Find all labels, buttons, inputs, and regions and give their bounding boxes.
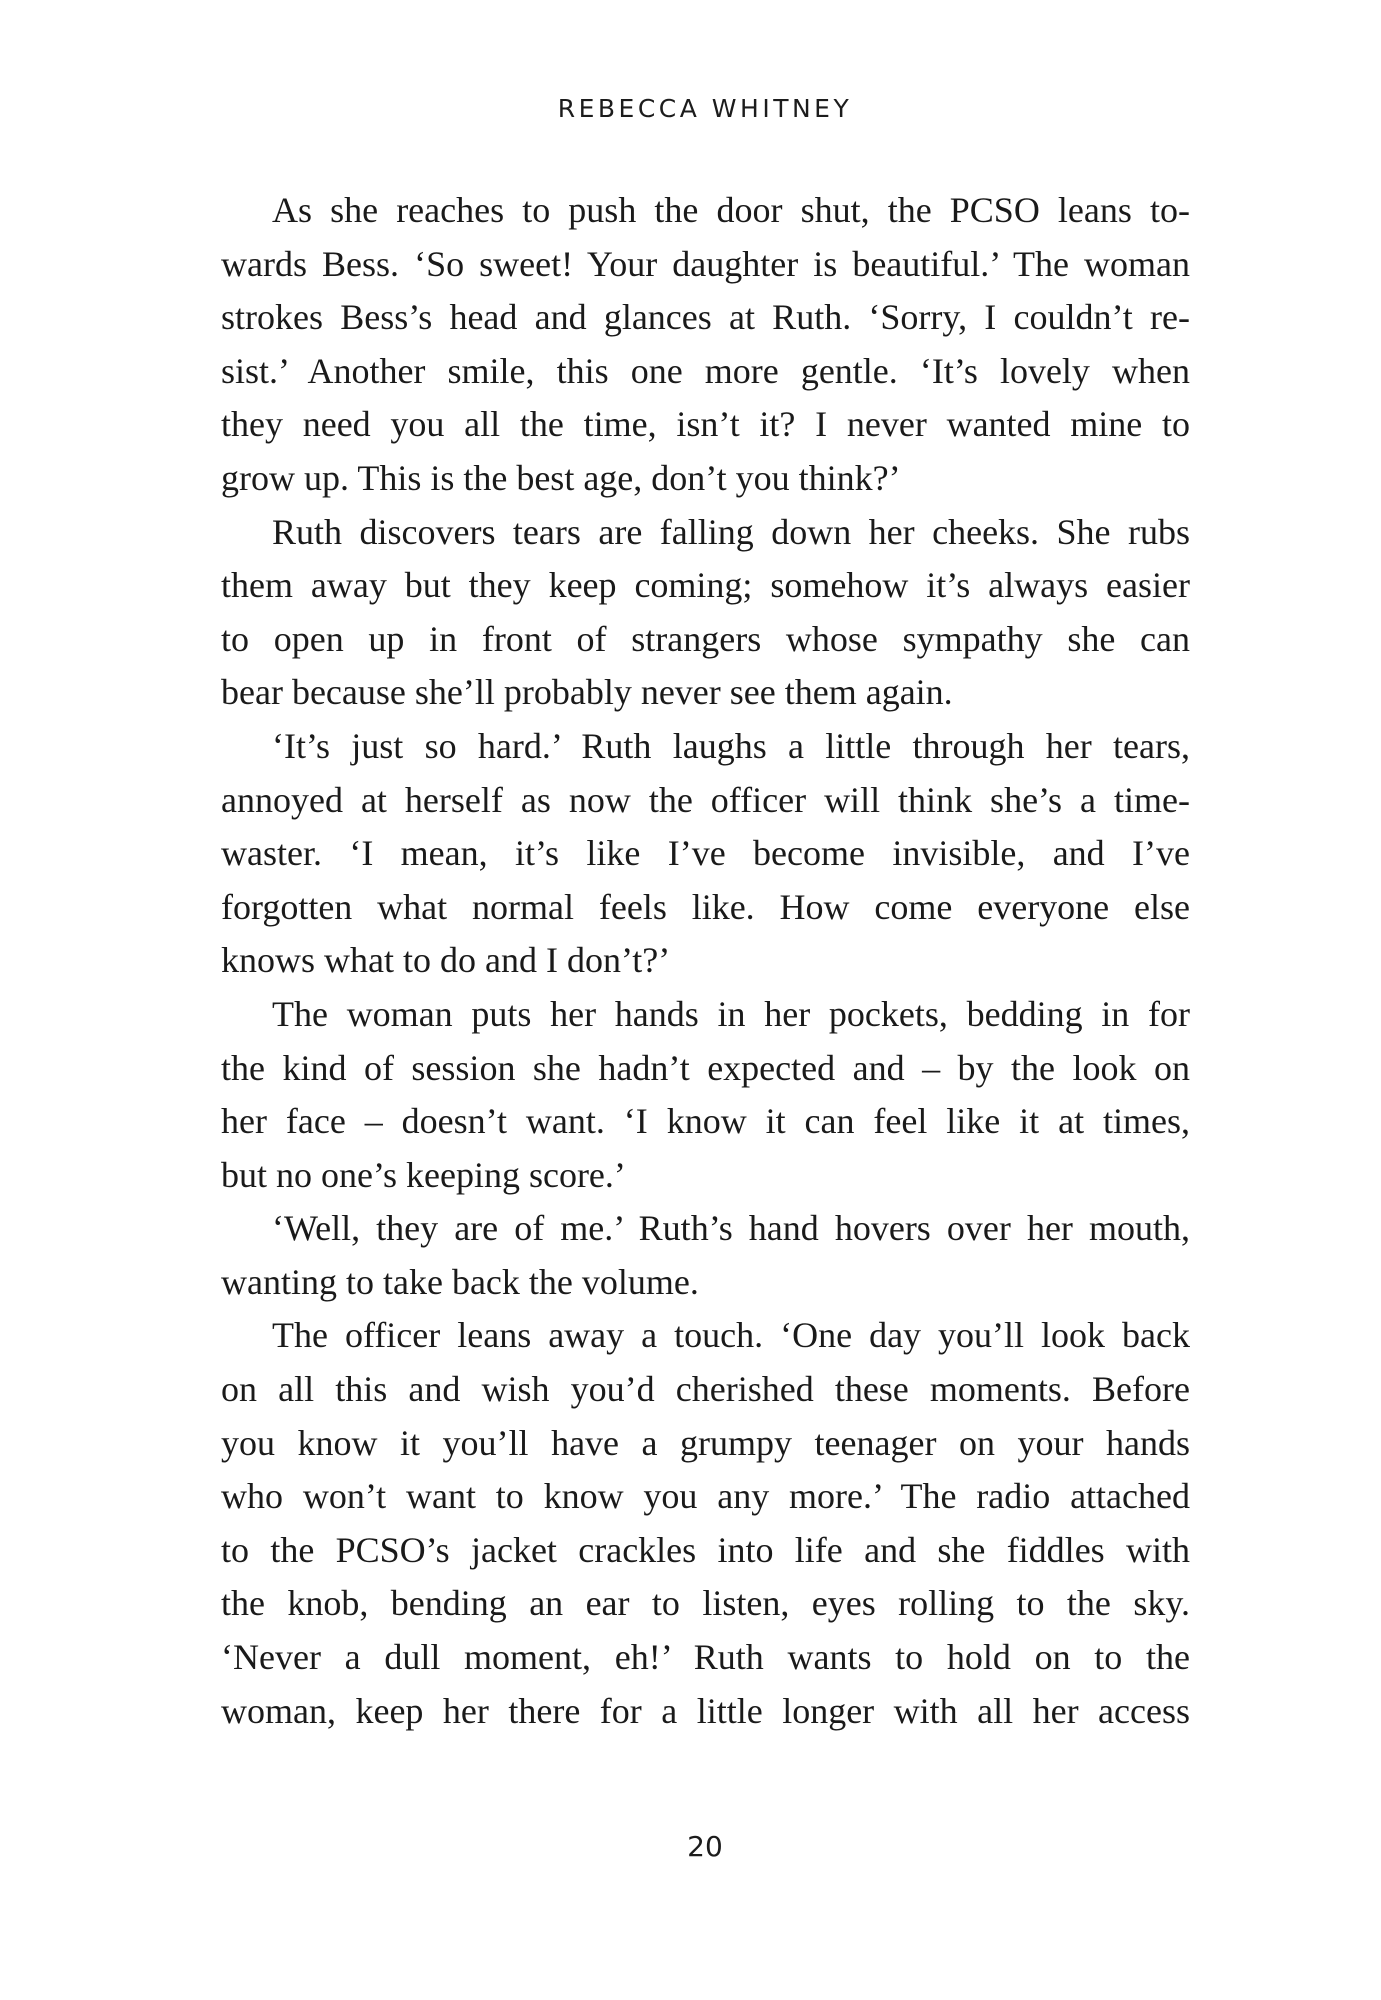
text-line: to the PCSO’s jacket crackles into life and she fiddles with: [221, 1529, 1190, 1570]
page-number: 20: [687, 1830, 723, 1863]
text-line: strokes Bess’s head and glances at Ruth. ‘Sorry, I couldn’t re-: [221, 297, 1190, 338]
text-line: knows what to do and I don’t?’: [221, 940, 671, 981]
text-line: but no one’s keeping score.’: [221, 1154, 626, 1195]
text-line: waster. ‘I mean, it’s like I’ve become invisible, and I’ve: [221, 833, 1190, 874]
text-line: forgotten what normal feels like. How come everyone else: [221, 886, 1190, 927]
text-line: you know it you’ll have a grumpy teenager on your hands: [221, 1422, 1190, 1463]
text-line: them away but they keep coming; somehow it’s always easier: [221, 565, 1190, 606]
text-line: her face – doesn’t want. ‘I know it can feel like it at times,: [221, 1101, 1190, 1142]
text-line: the knob, bending an ear to listen, eyes rolling to the sky.: [221, 1583, 1190, 1624]
text-line: The woman puts her hands in her pockets, bedding in for: [272, 993, 1190, 1034]
text-line: grow up. This is the best age, don’t you think?’: [221, 457, 901, 498]
text-line: As she reaches to push the door shut, the PCSO leans to-: [272, 190, 1190, 230]
text-line: annoyed at herself as now the officer will think she’s a time-: [221, 779, 1190, 820]
text-line: the kind of session she hadn’t expected and – by the look on: [221, 1047, 1190, 1088]
text-line: they need you all the time, isn’t it? I never wanted mine to: [221, 404, 1190, 445]
text-line: on all this and wish you’d cherished these moments. Before: [221, 1369, 1190, 1410]
text-line: to open up in front of strangers whose sympathy she can: [221, 618, 1190, 659]
text-line: Ruth discovers tears are falling down her cheeks. She rubs: [272, 511, 1190, 552]
text-line: ‘It’s just so hard.’ Ruth laughs a little through her tears,: [272, 725, 1190, 766]
text-line: wanting to take back the volume.: [221, 1261, 699, 1302]
text-line: sist.’ Another smile, this one more gentle. ‘It’s lovely when: [221, 350, 1190, 391]
body-text: [221, 184, 1190, 1738]
text-line: bear because she’ll probably never see them again.: [221, 672, 953, 713]
text-line: wards Bess. ‘So sweet! Your daughter is beautiful.’ The woman: [221, 243, 1190, 284]
text-line: woman, keep her there for a little longer with all her access: [221, 1690, 1190, 1731]
running-head: REBECCA WHITNEY: [557, 94, 853, 123]
text-line: ‘Well, they are of me.’ Ruth’s hand hovers over her mouth,: [272, 1208, 1190, 1249]
text-line: The officer leans away a touch. ‘One day you’ll look back: [272, 1315, 1190, 1356]
text-line: ‘Never a dull moment, eh!’ Ruth wants to hold on to the: [221, 1637, 1190, 1678]
text-line: who won’t want to know you any more.’ The radio attached: [221, 1476, 1190, 1517]
